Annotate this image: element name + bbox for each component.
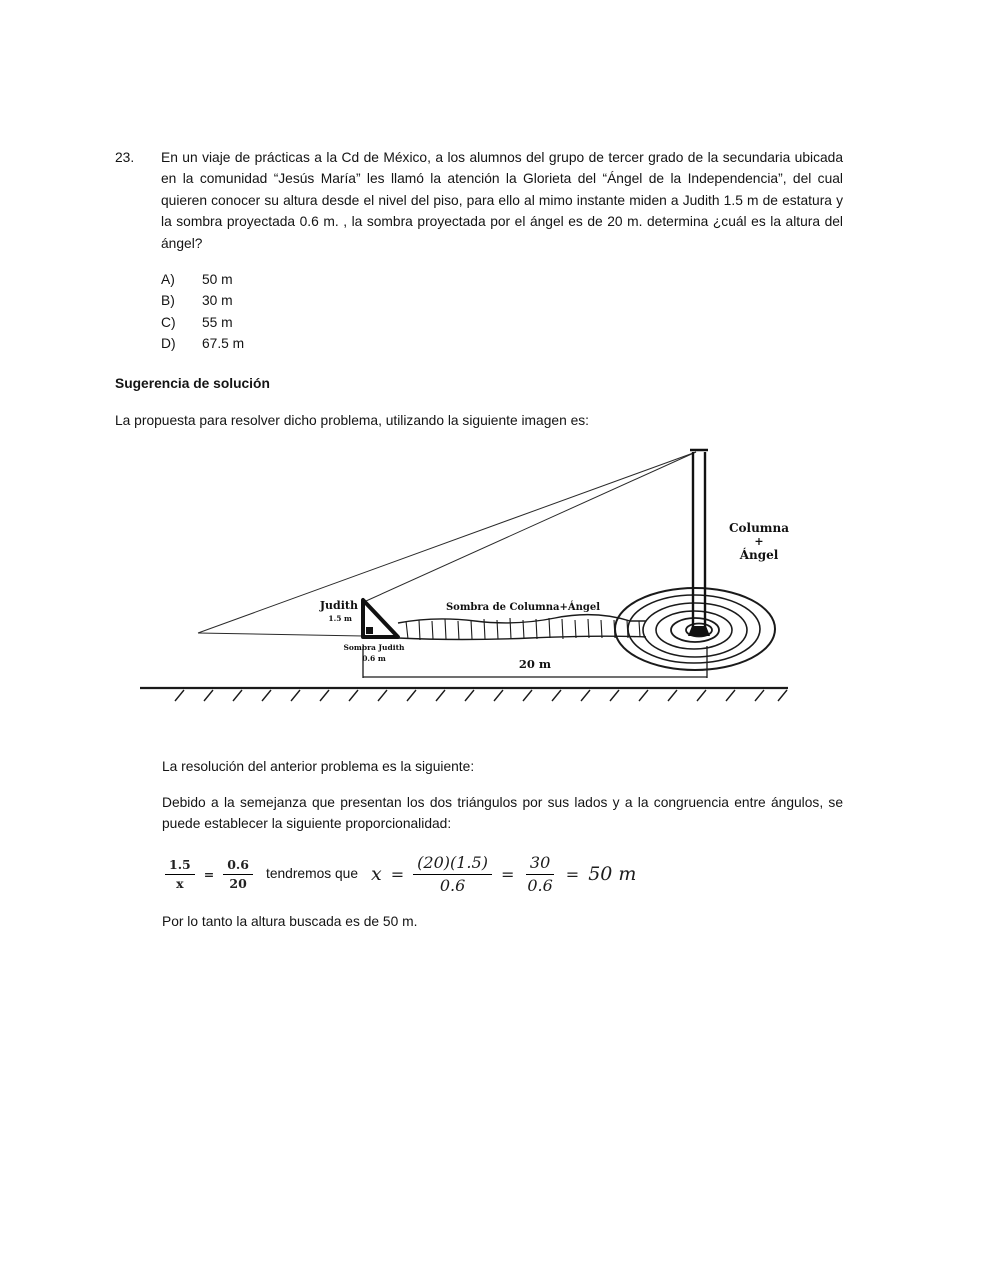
- fraction-4: [523, 853, 556, 896]
- option-letter: A): [161, 272, 175, 287]
- diagram-svg: [130, 440, 800, 708]
- fraction-4-numerator: 30: [526, 853, 554, 875]
- fraction-1: [165, 857, 195, 891]
- ground-baseline: [198, 633, 363, 636]
- option-row-c: [161, 312, 244, 333]
- conclusion-text: Por lo tanto la altura buscada es de 50 m.: [162, 914, 418, 929]
- formula-variable: x: [371, 863, 382, 885]
- judith-label: Judith: [319, 599, 358, 612]
- equals-sign-1: =: [203, 866, 215, 882]
- solution-heading: Sugerencia de solución: [115, 376, 270, 391]
- judith-triangle: [363, 600, 398, 637]
- column-label-line3: Ángel: [739, 548, 779, 562]
- option-value: 67.5 m: [202, 336, 245, 352]
- fraction-2: [223, 857, 253, 891]
- option-row-a: [161, 269, 244, 290]
- fraction-3-denominator: 0.6: [439, 875, 466, 895]
- column-angel: [688, 450, 710, 636]
- judith-shadow-length: 0.6 m: [362, 654, 386, 663]
- option-letter: D): [161, 336, 176, 352]
- fraction-2-numerator: 0.6: [223, 857, 253, 875]
- formula-result: 50 m: [588, 863, 637, 885]
- judith-shadow-label: Sombra Judith: [343, 643, 405, 652]
- column-label-line2: +: [754, 535, 764, 548]
- equals-sign-3: =: [500, 864, 515, 884]
- option-value: 30 m: [202, 293, 233, 309]
- column-shadow-label: Sombra de Columna+Ángel: [445, 602, 601, 613]
- right-angle-mark: [366, 627, 373, 634]
- similar-triangles-diagram: [130, 440, 800, 708]
- equals-sign-2: =: [390, 864, 405, 884]
- problem-number: 23.: [115, 150, 135, 165]
- fraction-1-numerator: 1.5: [165, 857, 195, 875]
- ground-hatching: [140, 688, 788, 701]
- fraction-1-denominator: x: [176, 875, 184, 891]
- column-label: [729, 521, 789, 562]
- option-row-d: [161, 333, 244, 354]
- equals-sign-4: =: [565, 864, 580, 884]
- column-label-line1: Columna: [728, 521, 790, 535]
- judith-height-label: 1.5 m: [328, 614, 352, 623]
- problem-block: [115, 147, 843, 254]
- problem-text: En un viaje de prácticas a la Cd de México, a los alumnos del grupo de tercer grado de la secundaria ubicada en la comunidad “Jesús María” les llamó la atención la Glorieta del “Ángel de la Independencia”, del cual quieren conocer su altura desde el nivel del piso, para ello al mimo instante miden a Judith 1.5 m de estatura y la sombra proyectada 0.6 m. , la sombra proyectada por el ángel es de 20 m. determina ¿cuál es la altura del ángel?: [161, 150, 843, 251]
- fraction-2-denominator: 20: [229, 875, 247, 891]
- resolution-intro: La resolución del anterior problema es la siguiente:: [162, 759, 475, 774]
- options-list: [161, 269, 244, 355]
- formula-row: [165, 848, 636, 900]
- resolution-explanation: Debido a la semejanza que presentan los dos triángulos por sus lados y a la congruencia entre ángulos, se puede establecer la siguiente proporcionalidad:: [162, 795, 843, 832]
- option-letter: B): [161, 293, 175, 309]
- distance-label: 20 m: [518, 657, 552, 671]
- option-letter: C): [161, 314, 176, 330]
- option-value: 55 m: [202, 314, 233, 330]
- fraction-4-denominator: 0.6: [527, 875, 553, 895]
- solution-intro: La propuesta para resolver dicho problema, utilizando la siguiente imagen es:: [115, 413, 589, 428]
- fraction-3: [413, 853, 492, 896]
- option-row-b: [161, 290, 244, 311]
- column-shadow-strip: [398, 615, 646, 640]
- option-value: 50 m: [202, 272, 233, 287]
- fraction-3-numerator: (20)(1.5): [413, 853, 492, 875]
- formula-connector-text: tendremos que: [265, 866, 359, 882]
